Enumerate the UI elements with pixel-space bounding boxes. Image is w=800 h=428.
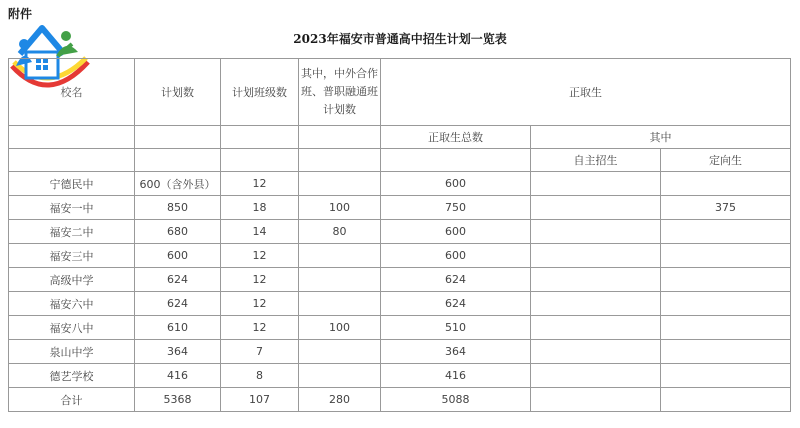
header-school: 校名	[9, 59, 135, 126]
cell-classes: 12	[221, 292, 299, 316]
header-of-which: 其中	[531, 126, 791, 149]
header-empty-cell	[299, 126, 381, 149]
cell-special-plan: 80	[299, 220, 381, 244]
cell-school: 宁德民中	[9, 172, 135, 196]
cell-regular-total: 510	[381, 316, 531, 340]
header-regular-total: 正取生总数	[381, 126, 531, 149]
cell-independent	[531, 244, 661, 268]
header-empty-cell	[299, 149, 381, 172]
cell-directed: 375	[661, 196, 791, 220]
header-empty-cell	[221, 126, 299, 149]
header-empty-cell	[135, 149, 221, 172]
attachment-label: 附件	[8, 7, 33, 21]
cell-directed	[661, 388, 791, 412]
cell-classes: 8	[221, 364, 299, 388]
header-regular: 正取生	[381, 59, 791, 126]
table-row	[9, 220, 791, 244]
table-row	[9, 172, 791, 196]
table-row	[9, 268, 791, 292]
table-row	[9, 388, 791, 412]
cell-school: 福安三中	[9, 244, 135, 268]
cell-classes: 18	[221, 196, 299, 220]
cell-directed	[661, 268, 791, 292]
cell-school: 德艺学校	[9, 364, 135, 388]
header-classes: 计划班级数	[221, 59, 299, 126]
cell-independent	[531, 292, 661, 316]
cell-school: 合计	[9, 388, 135, 412]
cell-classes: 7	[221, 340, 299, 364]
cell-independent	[531, 364, 661, 388]
header-empty-cell	[135, 126, 221, 149]
cell-plan: 680	[135, 220, 221, 244]
cell-directed	[661, 220, 791, 244]
cell-school: 福安二中	[9, 220, 135, 244]
cell-special-plan	[299, 340, 381, 364]
cell-classes: 12	[221, 244, 299, 268]
cell-independent	[531, 268, 661, 292]
cell-plan: 600（含外县）	[135, 172, 221, 196]
cell-special-plan	[299, 172, 381, 196]
header-empty-cell	[221, 149, 299, 172]
cell-directed	[661, 340, 791, 364]
cell-classes: 12	[221, 268, 299, 292]
cell-directed	[661, 244, 791, 268]
cell-school: 高级中学	[9, 268, 135, 292]
cell-special-plan	[299, 292, 381, 316]
cell-plan: 600	[135, 244, 221, 268]
cell-classes: 12	[221, 172, 299, 196]
cell-plan: 5368	[135, 388, 221, 412]
table-row	[9, 340, 791, 364]
cell-special-plan	[299, 268, 381, 292]
table-row	[9, 292, 791, 316]
cell-classes: 107	[221, 388, 299, 412]
header-independent: 自主招生	[531, 149, 661, 172]
cell-regular-total: 624	[381, 268, 531, 292]
cell-regular-total: 364	[381, 340, 531, 364]
header-special-plan: 其中，中外合作班、普职融通班计划数	[299, 59, 381, 126]
cell-plan: 624	[135, 292, 221, 316]
table-row	[9, 316, 791, 340]
cell-regular-total: 600	[381, 172, 531, 196]
cell-directed	[661, 316, 791, 340]
cell-directed	[661, 292, 791, 316]
cell-school: 泉山中学	[9, 340, 135, 364]
cell-independent	[531, 172, 661, 196]
cell-directed	[661, 172, 791, 196]
cell-regular-total: 624	[381, 292, 531, 316]
cell-regular-total: 750	[381, 196, 531, 220]
header-empty-cell	[381, 149, 531, 172]
cell-regular-total: 600	[381, 220, 531, 244]
cell-plan: 364	[135, 340, 221, 364]
table-row	[9, 244, 791, 268]
cell-school: 福安六中	[9, 292, 135, 316]
page-title: 2023年福安市普通高中招生计划一览表	[293, 32, 507, 46]
table-row	[9, 196, 791, 220]
header-empty-cell	[9, 126, 135, 149]
header-row-3	[9, 149, 791, 172]
cell-school: 福安八中	[9, 316, 135, 340]
cell-regular-total: 600	[381, 244, 531, 268]
cell-independent	[531, 196, 661, 220]
header-directed: 定向生	[661, 149, 791, 172]
header-plan: 计划数	[135, 59, 221, 126]
cell-plan: 624	[135, 268, 221, 292]
header-row-2	[9, 126, 791, 149]
cell-special-plan: 100	[299, 196, 381, 220]
header-empty-cell	[9, 149, 135, 172]
cell-special-plan: 100	[299, 316, 381, 340]
cell-school: 福安一中	[9, 196, 135, 220]
table-row	[9, 364, 791, 388]
cell-plan: 416	[135, 364, 221, 388]
enrollment-plan-table	[8, 58, 791, 412]
cell-directed	[661, 364, 791, 388]
header-row-1	[9, 59, 791, 126]
cell-plan: 850	[135, 196, 221, 220]
cell-independent	[531, 340, 661, 364]
cell-independent	[531, 388, 661, 412]
cell-independent	[531, 220, 661, 244]
cell-classes: 12	[221, 316, 299, 340]
cell-special-plan: 280	[299, 388, 381, 412]
cell-special-plan	[299, 244, 381, 268]
cell-special-plan	[299, 364, 381, 388]
cell-independent	[531, 316, 661, 340]
cell-regular-total: 416	[381, 364, 531, 388]
cell-plan: 610	[135, 316, 221, 340]
cell-regular-total: 5088	[381, 388, 531, 412]
cell-classes: 14	[221, 220, 299, 244]
